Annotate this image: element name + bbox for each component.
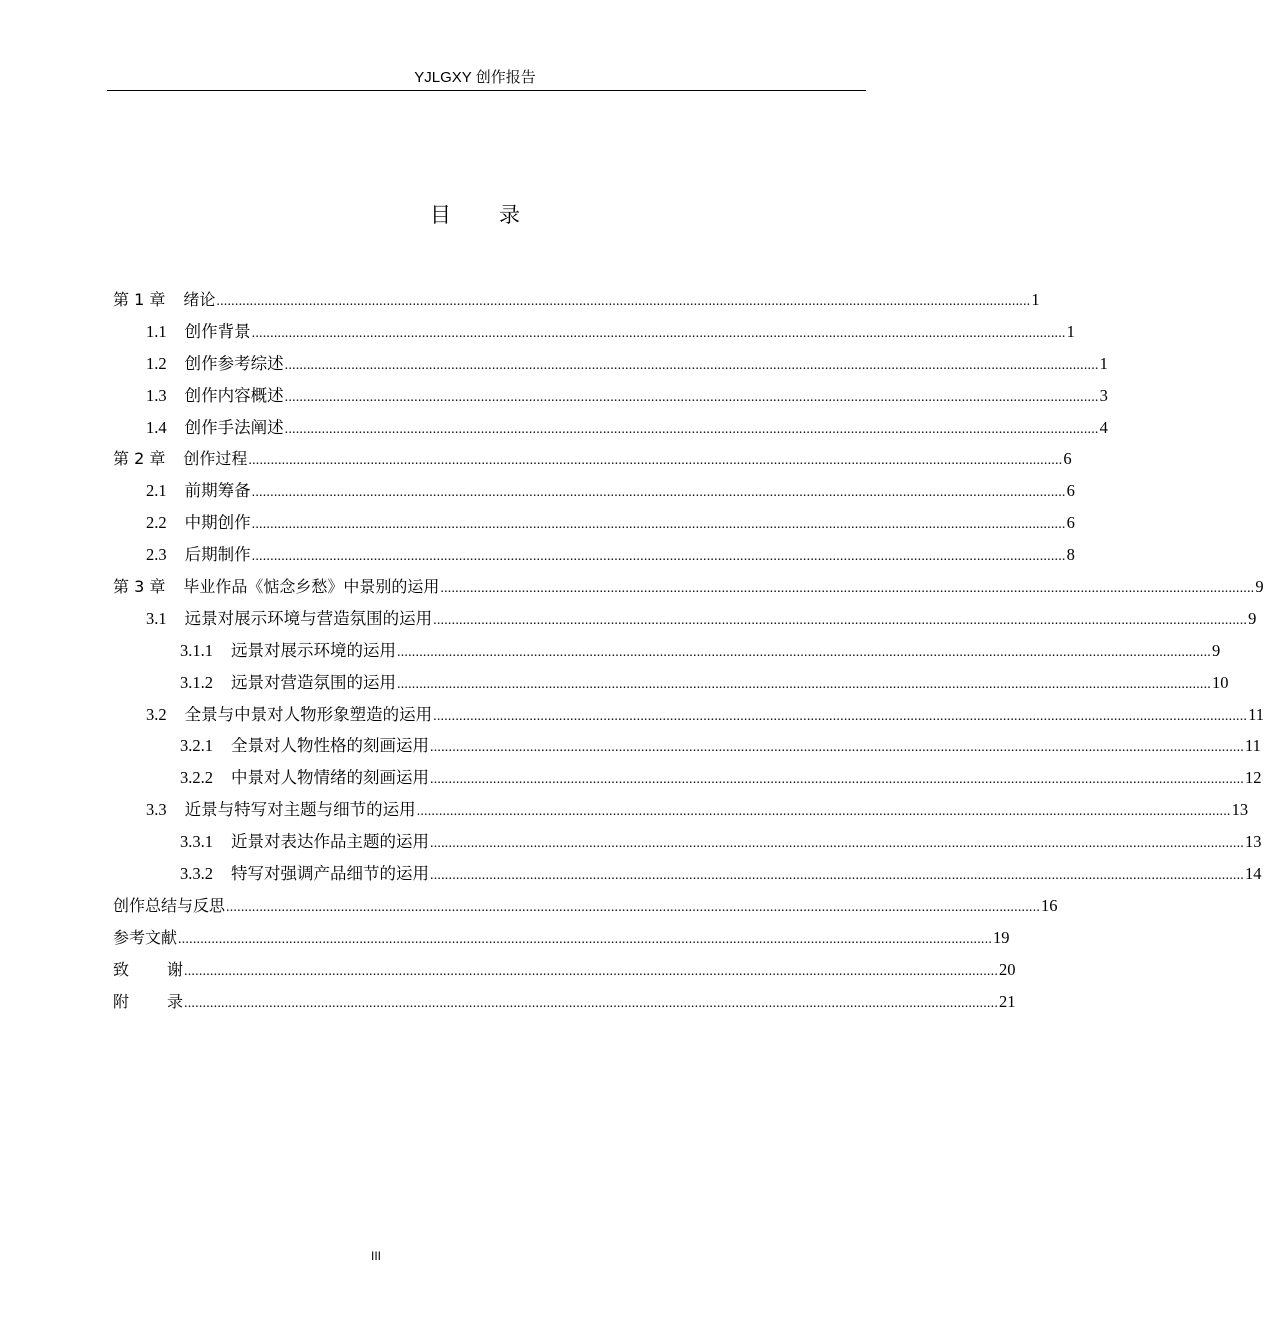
toc-dot-leader: ............................................................................................................................................................................................................................ [430,772,1244,788]
toc-entry[interactable] [113,635,1221,667]
toc-entry-title: 创作内容概述 [184,385,284,405]
toc-entry[interactable] [113,858,1262,890]
toc-entry-number: 第 1 章 [113,290,166,309]
header-divider [107,90,866,91]
toc-entry-number: 3.3 [146,800,167,820]
toc-entry-page: 10 [1212,672,1229,692]
toc-entry-page: 11 [1248,704,1264,724]
toc-entry[interactable] [113,922,1010,954]
toc-dot-leader: ............................................................................................................................................................................................................................ [397,676,1211,692]
toc-dot-leader: ............................................................................................................................................................................................................................ [440,581,1255,597]
toc-entry-title: 中景对人物情绪的刻画运用 [231,768,429,788]
toc-entry[interactable] [113,316,1075,348]
toc-entry[interactable] [113,826,1262,858]
toc-dot-leader: ............................................................................................................................................................................................................................ [433,612,1248,628]
toc-entry-page: 16 [1041,895,1058,915]
toc-entry-page: 19 [993,927,1010,947]
toc-entry[interactable] [113,954,1016,986]
toc-entry[interactable] [113,412,1108,444]
toc-entry-title: 前期筹备 [184,481,251,501]
toc-entry-page: 9 [1248,608,1257,628]
page-number: III [371,1249,382,1263]
toc-entry-number: 第 2 章 [113,449,166,469]
toc-entry[interactable] [113,699,1264,731]
toc-entry-number: 2.3 [146,545,167,565]
toc-entry-title: 近景与特写对主题与细节的运用 [184,800,416,820]
toc-entry-title: 远景对展示环境的运用 [231,640,396,660]
toc-dot-leader: ............................................................................................................................................................................................................................ [178,931,993,947]
toc-entry-title: 近景对表达作品主题的运用 [231,832,429,852]
toc-entry[interactable] [113,380,1108,412]
toc-entry-number: 2.1 [146,481,167,501]
toc-entry[interactable] [113,284,1040,316]
toc-entry-title: 创作过程 [183,449,248,469]
toc-dot-leader: ............................................................................................................................................................................................................................ [251,517,1066,533]
toc-entry-number: 1.2 [146,353,167,373]
toc-entry-number: 3.1.2 [180,672,213,692]
toc-dot-leader: ............................................................................................................................................................................................................................ [433,708,1248,724]
toc-heading: 目录 [430,203,568,227]
toc-entry-number: 3.2.2 [180,768,213,788]
toc-entry-title: 毕业作品《惦念乡愁》中景别的运用 [183,577,440,597]
toc-entry-page: 21 [999,991,1016,1011]
toc-dot-leader: ............................................................................................................................................................................................................................ [284,357,1099,373]
toc-dot-leader: ............................................................................................................................................................................................................................ [184,995,999,1011]
toc-dot-leader: ............................................................................................................................................................................................................................ [430,868,1244,884]
toc-dot-leader: ............................................................................................................................................................................................................................ [216,294,1031,309]
toc-entry-title: 远景对营造氛围的运用 [231,672,396,692]
toc-entry-title: 全景对人物性格的刻画运用 [231,736,429,756]
toc-entry[interactable] [113,762,1262,794]
toc-entry[interactable] [113,348,1108,380]
toc-dot-leader: ............................................................................................................................................................................................................................ [251,325,1066,341]
toc-entry-page: 4 [1099,417,1108,437]
toc-entry-number: 附录 [113,991,222,1011]
toc-entry-number: 3.1.1 [180,640,213,660]
toc-entry-page: 9 [1255,577,1264,597]
toc-entry-page: 9 [1212,640,1221,660]
toc-entry[interactable] [113,475,1075,507]
toc-dot-leader: ............................................................................................................................................................................................................................ [184,963,999,979]
toc-entry-number: 2.2 [146,513,167,533]
toc-dot-leader: ............................................................................................................................................................................................................................ [430,836,1244,852]
toc-entry-page: 13 [1231,800,1249,820]
toc-entry-title: 全景与中景对人物形象塑造的运用 [184,704,433,724]
toc-entry-page: 12 [1245,768,1262,788]
toc-dot-leader: ............................................................................................................................................................................................................................ [226,899,1041,915]
running-header: YJLGXY 创作报告 [414,69,536,86]
toc-entry-title: 后期制作 [184,545,251,565]
toc-entry-number: 1.1 [146,321,167,341]
table-of-contents [113,284,1264,1017]
toc-entry-title: 创作背景 [184,321,251,341]
toc-entry[interactable] [113,890,1058,922]
toc-entry-page: 20 [999,959,1016,979]
toc-entry[interactable] [113,443,1072,475]
toc-entry-number: 1.4 [146,417,167,437]
toc-entry-title: 创作总结与反思 [113,895,226,915]
toc-entry-number: 3.1 [146,608,167,628]
toc-entry-number: 1.3 [146,385,167,405]
toc-dot-leader: ............................................................................................................................................................................................................................ [248,453,1063,469]
toc-entry-number: 第 3 章 [113,577,166,597]
toc-entry-number: 3.2 [146,704,167,724]
toc-entry-title: 特写对强调产品细节的运用 [231,864,429,884]
toc-dot-leader: ............................................................................................................................................................................................................................ [284,389,1099,405]
toc-entry[interactable] [113,986,1016,1018]
toc-entry-number: 致谢 [113,959,222,979]
toc-entry-page: 11 [1245,736,1261,756]
toc-entry-title: 创作参考综述 [184,353,284,373]
toc-entry[interactable] [113,539,1075,571]
toc-entry[interactable] [113,667,1229,699]
toc-entry-page: 1 [1066,321,1075,341]
toc-entry[interactable] [113,571,1264,603]
toc-entry-page: 14 [1245,864,1262,884]
toc-entry-number: 3.3.1 [180,832,213,852]
toc-entry[interactable] [113,507,1075,539]
toc-entry-page: 1 [1099,353,1108,373]
toc-entry-number: 3.2.1 [180,736,213,756]
toc-entry-page: 6 [1066,481,1075,501]
toc-entry-title: 中期创作 [184,513,251,533]
toc-entry-page: 3 [1099,385,1108,405]
toc-entry-page: 6 [1063,449,1072,469]
toc-entry-title: 绪论 [183,290,216,309]
toc-dot-leader: ............................................................................................................................................................................................................................ [416,804,1231,820]
toc-entry-page: 8 [1066,545,1075,565]
toc-entry[interactable] [113,794,1249,826]
toc-entry-number: 3.3.2 [180,864,213,884]
toc-dot-leader: ............................................................................................................................................................................................................................ [284,421,1099,437]
toc-entry-title: 参考文献 [113,927,178,947]
toc-entry-page: 1 [1031,290,1040,309]
toc-dot-leader: ............................................................................................................................................................................................................................ [251,549,1066,565]
toc-entry[interactable] [113,603,1257,635]
toc-entry-title: 创作手法阐述 [184,417,284,437]
toc-entry[interactable] [113,730,1261,762]
toc-entry-page: 6 [1066,513,1075,533]
toc-dot-leader: ............................................................................................................................................................................................................................ [397,644,1211,660]
toc-entry-title: 远景对展示环境与营造氛围的运用 [184,608,433,628]
toc-dot-leader: ............................................................................................................................................................................................................................ [251,485,1066,501]
toc-dot-leader: ............................................................................................................................................................................................................................ [430,740,1244,756]
toc-entry-page: 13 [1245,832,1262,852]
